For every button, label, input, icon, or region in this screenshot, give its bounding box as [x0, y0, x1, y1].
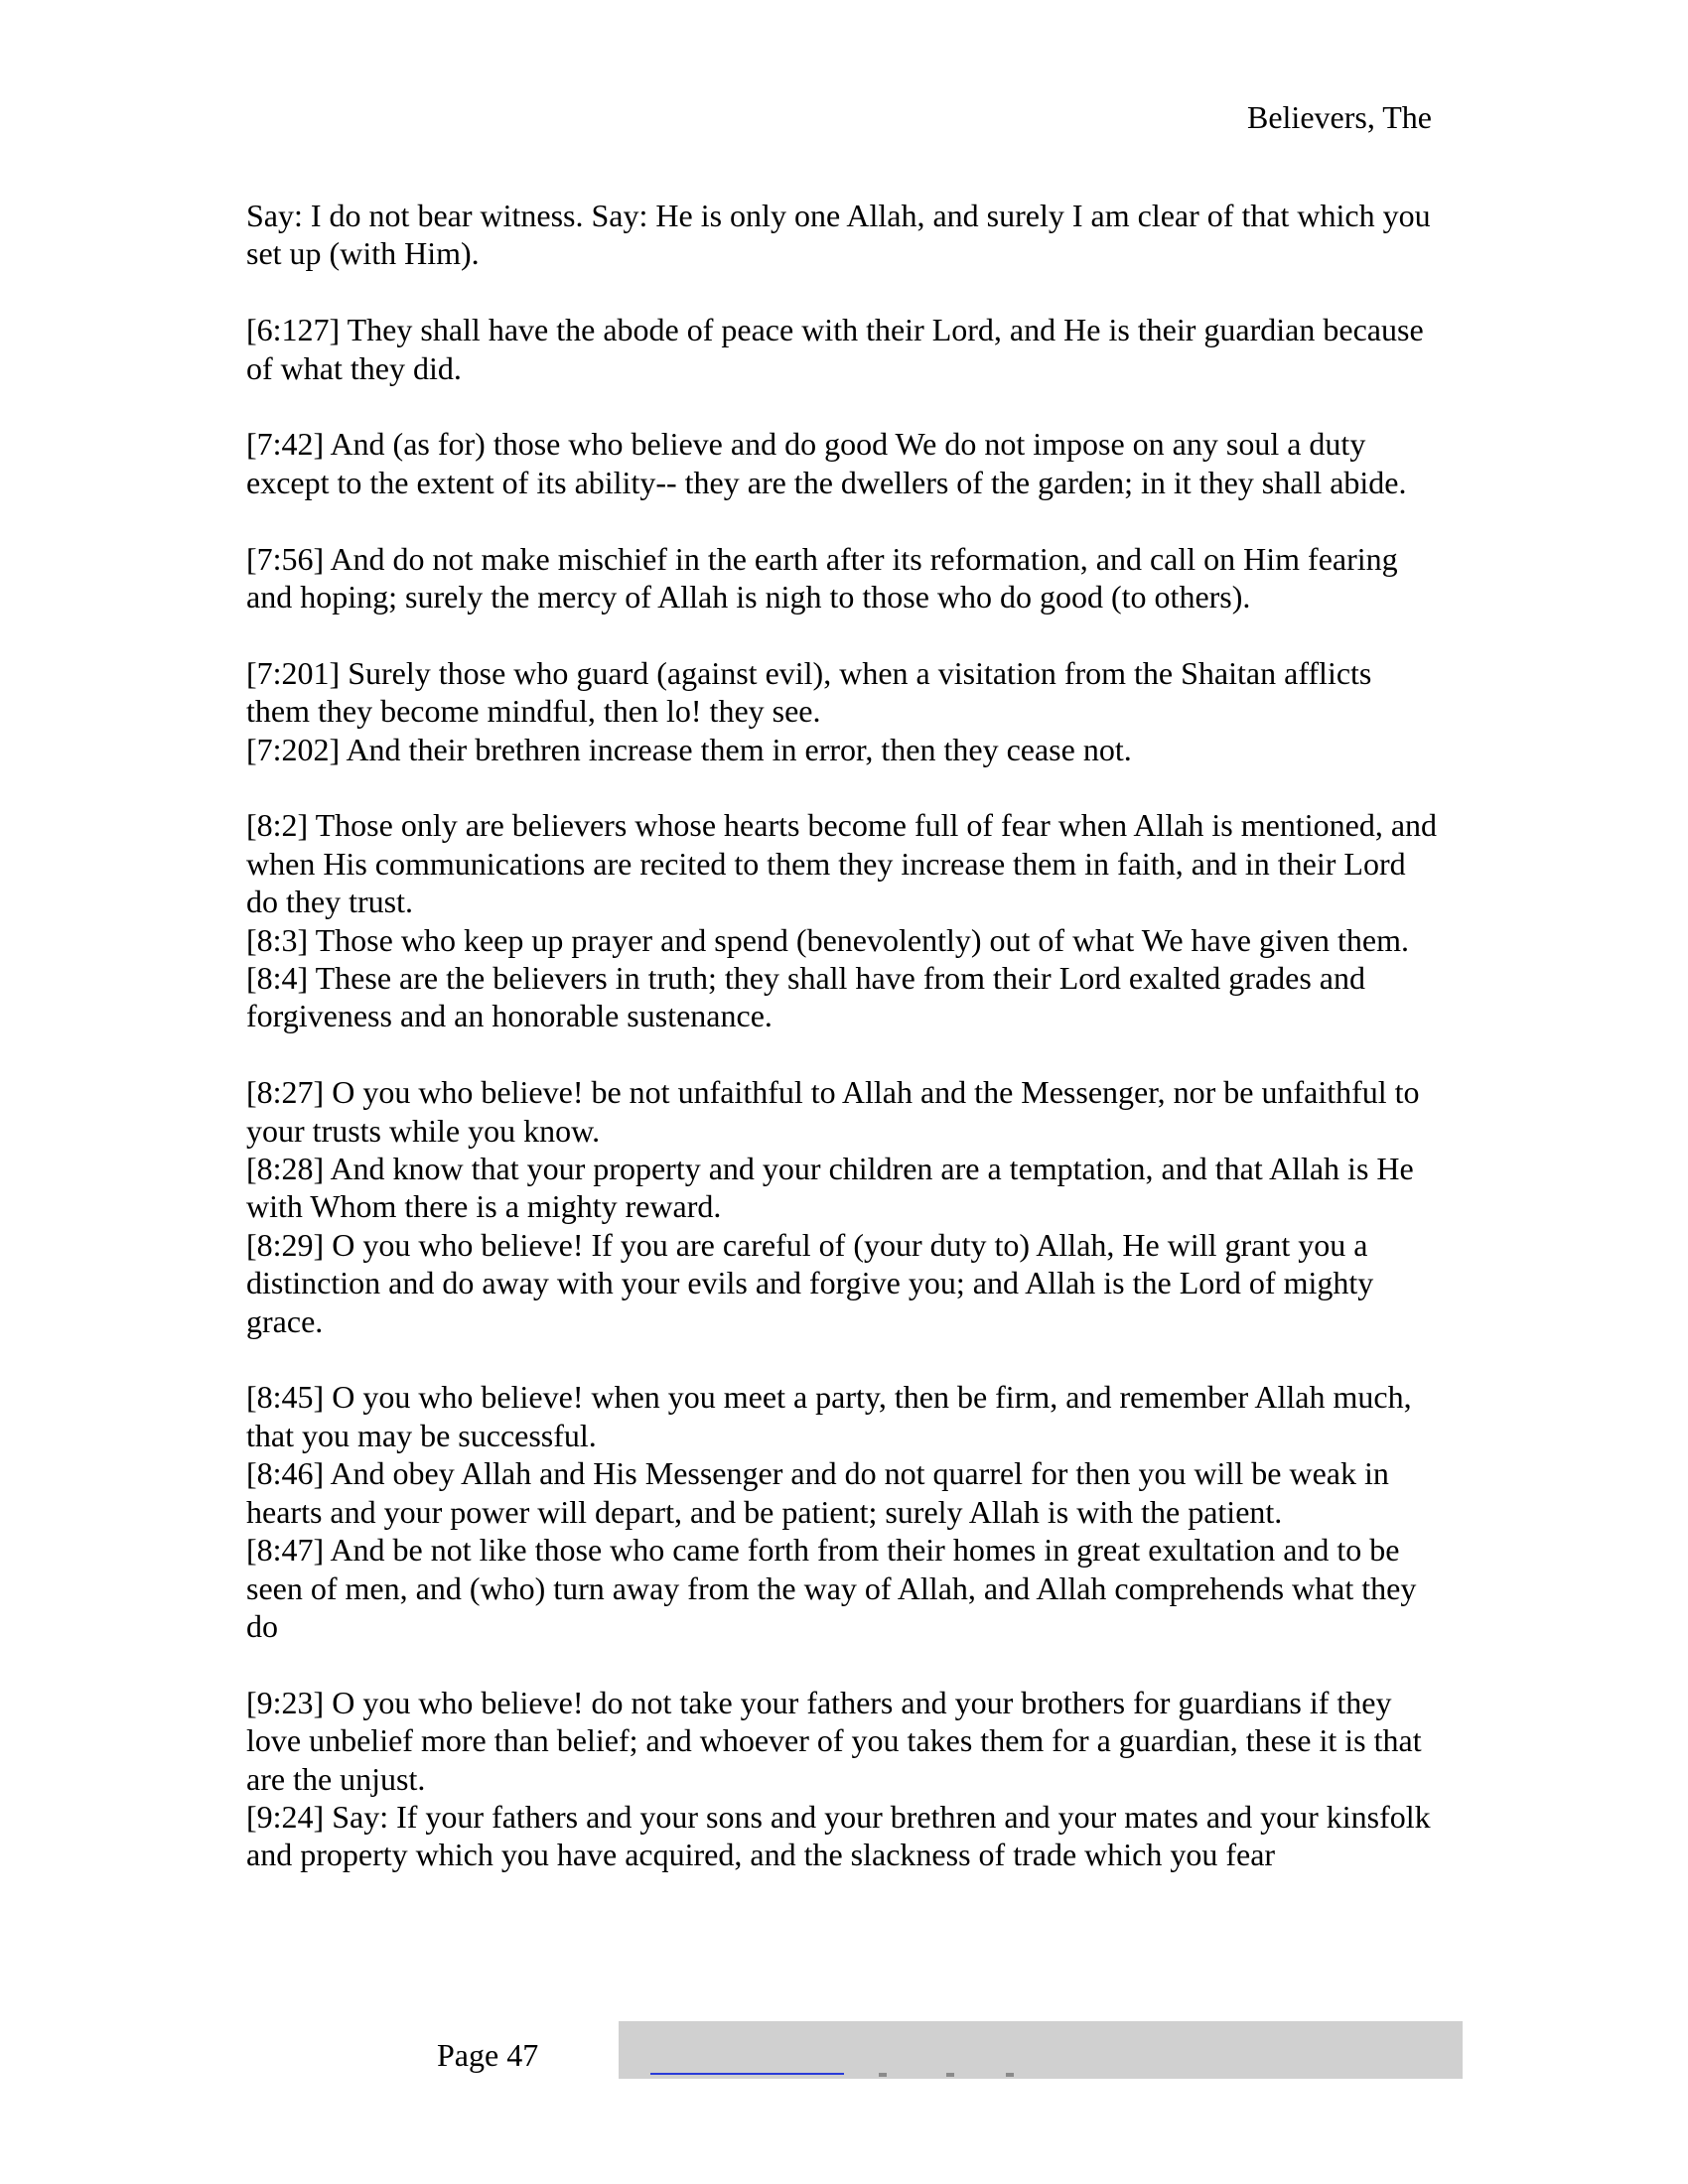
footer-mark — [946, 2073, 954, 2077]
verse-text: [8:3] Those who keep up prayer and spend (benevolently) out of what We have given them. — [246, 921, 1410, 958]
footer-link[interactable] — [650, 2073, 844, 2075]
verse-group — [246, 806, 1438, 1034]
verse-text: [8:46] And obey Allah and His Messenger and do not quarrel for then you will be weak in hearts and your power will depart, and be patient; surely Allah is with the patient. — [246, 1455, 1389, 1530]
verse-group — [246, 197, 1438, 273]
verse-text: [8:29] O you who believe! If you are careful of (your duty to) Allah, He will grant you a distinction and do away with your evils and forgive you; and Allah is the Lord of mighty grace. — [246, 1226, 1374, 1339]
page-body — [246, 197, 1438, 1912]
verse-text: [8:2] Those only are believers whose hearts become full of fear when Allah is mentioned, and when His communications are recited to them they increase them in faith, and in their Lord do they trust. — [246, 807, 1438, 920]
verse-text: [8:28] And know that your property and your children are a temptation, and that Allah is He with Whom there is a mighty reward. — [246, 1151, 1414, 1225]
verse-text: [7:56] And do not make mischief in the earth after its reformation, and call on Him fearing and hoping; surely the mercy of Allah is nigh to those who do good (to others). — [246, 540, 1398, 615]
verse-text: [6:127] They shall have the abode of peace with their Lord, and He is their guardian because of what they did. — [246, 312, 1424, 386]
verse-group — [246, 540, 1438, 616]
verse-group — [246, 1073, 1438, 1340]
verse-text: [7:202] And their brethren increase them in error, then they cease not. — [246, 731, 1132, 767]
verse-text: [7:201] Surely those who guard (against evil), when a visitation from the Shaitan afflicts them they become mindful, then lo! they see. — [246, 654, 1372, 730]
footer-mark — [879, 2073, 887, 2077]
footer-mark — [1006, 2073, 1014, 2077]
verse-text: Say: I do not bear witness. Say: He is only one Allah, and surely I am clear of that which you set up (with Him). — [246, 198, 1431, 272]
verse-group — [246, 654, 1438, 768]
verse-group — [246, 1378, 1438, 1645]
verse-group — [246, 311, 1438, 387]
verse-group — [246, 425, 1438, 501]
verse-text: [9:23] O you who believe! do not take your fathers and your brothers for guardians if they love unbelief more than belief; and whoever of you takes them for a guardian, these it is that are the unjust. — [246, 1684, 1422, 1797]
running-header: Believers, The — [1246, 99, 1432, 135]
verse-text: [8:27] O you who believe! be not unfaithful to Allah and the Messenger, nor be unfaithful to your trusts while you know. — [246, 1074, 1420, 1149]
verse-text: [7:42] And (as for) those who believe and do good We do not impose on any soul a duty except to the extent of its ability-- they are the dwellers of the garden; in it they shall abide. — [246, 426, 1407, 500]
verse-text: [8:4] These are the believers in truth; they shall have from their Lord exalted grades and forgiveness and an honorable sustenance. — [246, 960, 1365, 1034]
verse-text: [9:24] Say: If your fathers and your sons and your brethren and your mates and your kinsfolk and property which you have acquired, and the slackness of trade which you fear — [246, 1798, 1431, 1873]
footer-banner — [619, 2021, 1463, 2079]
verse-group — [246, 1684, 1438, 1874]
verse-text: [8:47] And be not like those who came forth from their homes in great exultation and to be seen of men, and (who) turn away from the way of Allah, and Allah comprehends what they do — [246, 1532, 1417, 1644]
page-number: Page 47 — [437, 2037, 539, 2073]
verse-text: [8:45] O you who believe! when you meet a party, then be firm, and remember Allah much, that you may be successful. — [246, 1379, 1412, 1453]
